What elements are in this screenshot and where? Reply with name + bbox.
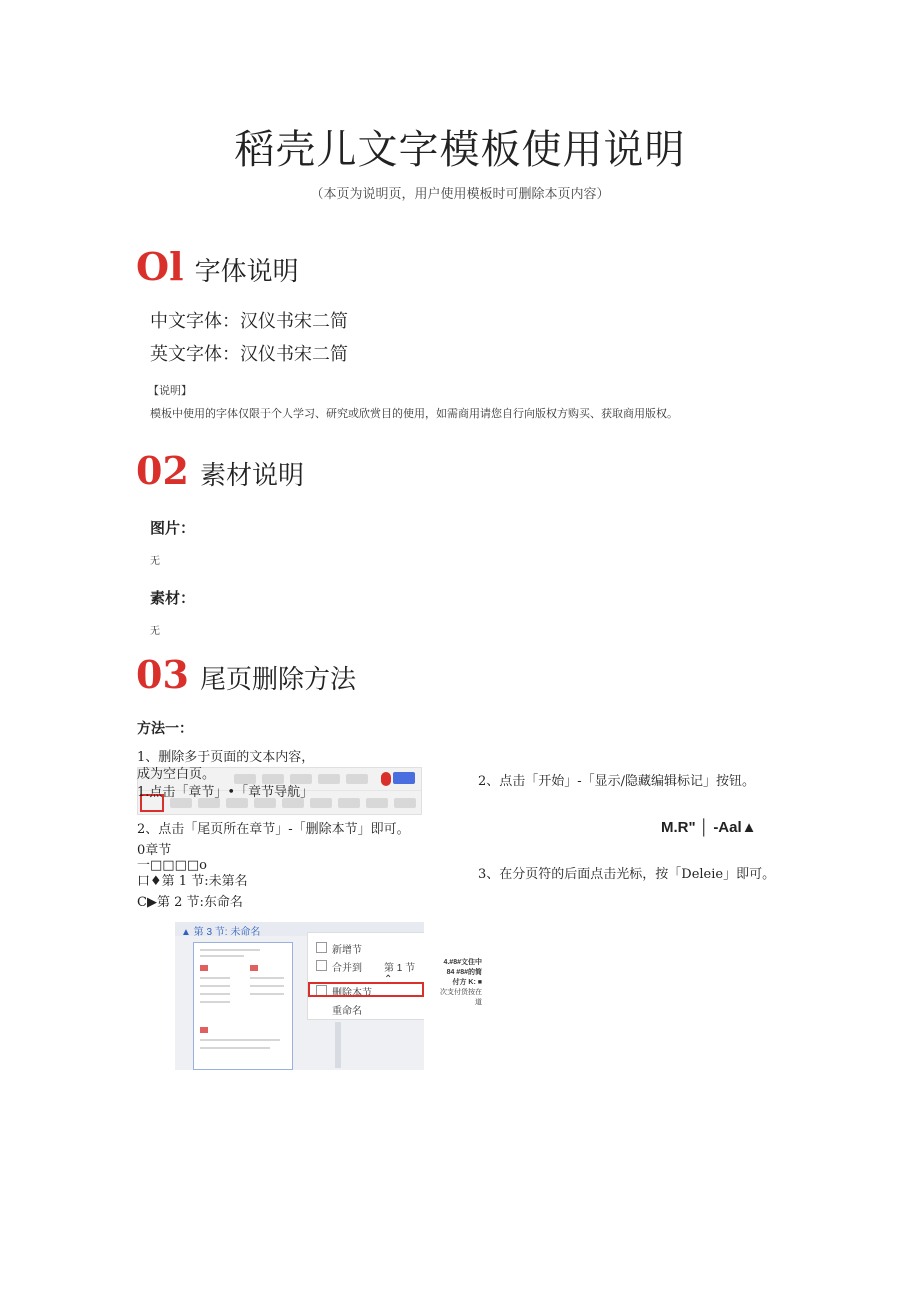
- section-title: 字体说明: [194, 257, 299, 287]
- step1a: 1、删除多于页面的文本内容，: [137, 750, 315, 765]
- add-section-icon: [316, 942, 327, 953]
- step3-right: 3、在分页符的后面点击光标，按「Deleie」即可。: [478, 867, 776, 882]
- section-marker: [200, 1027, 208, 1033]
- section-number: Ol: [136, 244, 184, 289]
- share-button: [393, 772, 415, 784]
- side-note: [432, 958, 482, 1008]
- text-line: [250, 977, 284, 979]
- section-1-entry: 口♦第 1 节:未第名: [137, 874, 248, 889]
- section-materials-header: [136, 448, 304, 493]
- text-line: [200, 993, 230, 995]
- material-value: 无: [150, 626, 160, 637]
- chapter-sub: 一□□□□o: [137, 858, 207, 873]
- text-line: [250, 985, 284, 987]
- delete-section-screenshot: [175, 922, 424, 1070]
- merge-icon: [316, 960, 327, 971]
- side-note-line: 4.#8#文住中: [443, 959, 482, 966]
- note-label: 【说明】: [148, 384, 192, 397]
- toolbar-button: [346, 774, 368, 784]
- section-delete-header: [136, 652, 356, 697]
- chapter-label: 0章节: [137, 843, 172, 858]
- section-title: 尾页删除方法: [199, 665, 356, 695]
- section-context-menu: [307, 932, 424, 1020]
- side-note-line: 道: [475, 999, 482, 1006]
- section-2-entry: C▶第 2 节:东命名: [137, 895, 243, 910]
- screenshot-header-text: ▲ 第 3 节: 未命名: [181, 927, 261, 938]
- method-label: 方法一：: [137, 720, 193, 736]
- text-line: [200, 955, 244, 957]
- page-title: 稻壳儿文字模板使用说明: [234, 127, 686, 173]
- step1b: 成为空白页。: [137, 767, 216, 782]
- text-line: [200, 949, 260, 951]
- toolbar-button: [310, 798, 332, 808]
- scrollbar[interactable]: [335, 1022, 341, 1068]
- toolbar-button: [318, 774, 340, 784]
- menu-item-delete-section[interactable]: 删除本节: [332, 988, 372, 999]
- side-note-line: 次支付货按在: [440, 989, 482, 996]
- image-value: 无: [150, 556, 160, 567]
- record-icon: [381, 772, 391, 786]
- section-marker: [250, 965, 258, 971]
- document-thumbnail: [193, 942, 293, 1070]
- step1c: 1.点击「章节」•「章节导航」: [137, 785, 314, 800]
- font-en-line: 英文字体：汉仪书宋二简: [150, 344, 348, 365]
- section-fonts-header: [136, 244, 299, 289]
- step2-left: 2、点击「尾页所在章节」-「删除本节」即可。: [137, 822, 410, 837]
- menu-item-rename[interactable]: 重命名: [332, 1006, 362, 1017]
- menu-item-merge[interactable]: 合并到: [332, 963, 362, 974]
- delete-section-highlight: [308, 982, 424, 997]
- side-note-line: 84 #8#的简: [446, 969, 482, 976]
- step2-right: 2、点击「开始」-「显示/隐藏编辑标记」按钮。: [478, 774, 756, 789]
- section-marker: [200, 965, 208, 971]
- text-line: [250, 993, 284, 995]
- page-subtitle: （本页为说明页，用户使用模板时可删除本页内容）: [310, 187, 610, 202]
- toolbar-button: [338, 798, 360, 808]
- section-number: 03: [136, 652, 189, 697]
- format-mark-text: M.R" │ -Aal▲: [661, 819, 757, 836]
- toolbar-button: [394, 798, 416, 808]
- side-note-line: 付方 K: ■: [452, 979, 482, 986]
- section-title: 素材说明: [199, 461, 304, 491]
- text-line: [200, 1001, 230, 1003]
- material-label: 素材：: [150, 590, 196, 607]
- text-line: [200, 985, 230, 987]
- menu-item-add-section[interactable]: 新增节: [332, 945, 362, 956]
- font-cn-line: 中文字体：汉仪书宋二简: [150, 311, 348, 332]
- section-number: 02: [136, 448, 189, 493]
- note-text: 模板中使用的字体仅限于个人学习、研究或欣赏目的使用，如需商用请您自行向版权方购买、获取商用版权。: [150, 407, 678, 420]
- toolbar-button: [366, 798, 388, 808]
- image-label: 图片：: [150, 520, 196, 537]
- text-line: [200, 1039, 280, 1041]
- text-line: [200, 1047, 270, 1049]
- text-line: [200, 977, 230, 979]
- merge-target-value[interactable]: 第 1 节 ⌃: [384, 963, 416, 985]
